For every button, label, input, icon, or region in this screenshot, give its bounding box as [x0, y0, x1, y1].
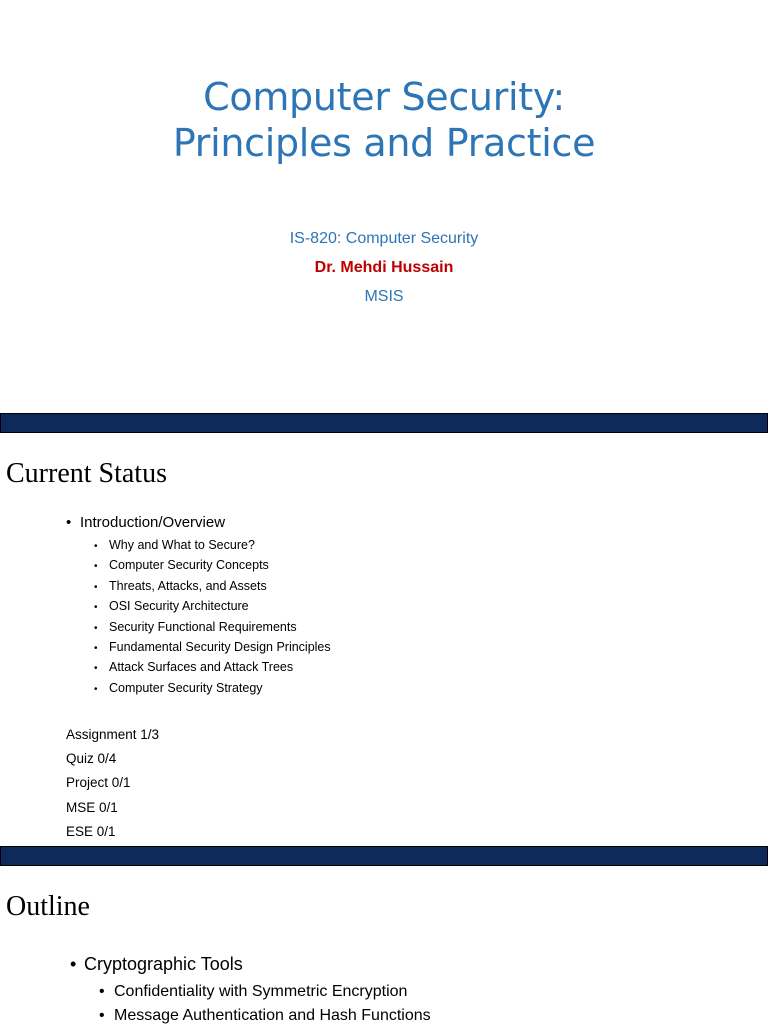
topic-label: Cryptographic Tools: [84, 954, 243, 974]
slide-separator-bar: [0, 413, 768, 433]
bullet-icon: •: [94, 561, 98, 573]
subtopic-label: Security Functional Requirements: [109, 619, 297, 634]
bullet-icon: •: [94, 541, 98, 552]
progress-item-mse: MSE 0/1: [66, 799, 118, 815]
bullet-icon: •: [99, 983, 105, 1000]
author-name: Dr. Mehdi Hussain: [314, 259, 454, 276]
title-line-2: Principles and Practice: [172, 121, 596, 165]
topic-label: Introduction/Overview: [80, 514, 226, 531]
subtopic-label: Message Authentication and Hash Functions: [114, 1007, 431, 1024]
topic-item: [66, 514, 225, 532]
bullet-icon: •: [99, 1007, 105, 1024]
subtopic-label: Attack Surfaces and Attack Trees: [109, 660, 294, 675]
progress-item-quiz: Quiz 0/4: [66, 751, 117, 767]
list-item: [94, 618, 331, 638]
list-item: [94, 658, 331, 678]
list-item: [94, 577, 331, 597]
subtopic-label: OSI Security Architecture: [109, 599, 249, 614]
bullet-icon: •: [66, 514, 72, 531]
list-item: [94, 638, 331, 658]
list-item: [94, 679, 331, 699]
subtopic-label: Threats, Attacks, and Assets: [109, 578, 267, 593]
subtopic-list: [94, 536, 331, 699]
list-item: [94, 556, 331, 576]
progress-list: [66, 723, 159, 844]
subtopic-label: Fundamental Security Design Principles: [109, 640, 331, 655]
bullet-icon: •: [94, 622, 98, 634]
subtopic-label: Computer Security Concepts: [109, 558, 269, 573]
bullet-icon: •: [94, 602, 98, 614]
list-item: [99, 1004, 431, 1024]
topic-item: [70, 953, 243, 975]
list-item: [94, 597, 331, 617]
subtopic-label: Computer Security Strategy: [109, 680, 263, 695]
title-slide: [0, 0, 768, 413]
title-line-1: Computer Security:: [203, 75, 565, 119]
course-name: IS-820: Computer Security: [289, 230, 479, 247]
slide-heading: Outline: [6, 891, 90, 922]
progress-item-ese: ESE 0/1: [66, 823, 116, 839]
list-item: [94, 536, 331, 556]
department-name: MSIS: [364, 288, 404, 305]
presentation-title: [0, 74, 768, 166]
subtopic-label: Confidentiality with Symmetric Encryption: [114, 983, 408, 1000]
subtopic-list: [99, 980, 431, 1024]
progress-item-assignment: Assignment 1/3: [66, 727, 160, 742]
slide-heading: Current Status: [6, 458, 167, 489]
bullet-icon: •: [94, 683, 98, 695]
bullet-icon: •: [70, 954, 77, 974]
bullet-icon: •: [94, 643, 98, 655]
bullet-icon: •: [94, 581, 98, 593]
bullet-icon: •: [94, 663, 98, 675]
slide-separator-bar: [0, 846, 768, 866]
subtopic-label: Why and What to Secure?: [109, 538, 255, 552]
progress-item-project: Project 0/1: [66, 775, 131, 791]
list-item: [99, 980, 431, 1004]
